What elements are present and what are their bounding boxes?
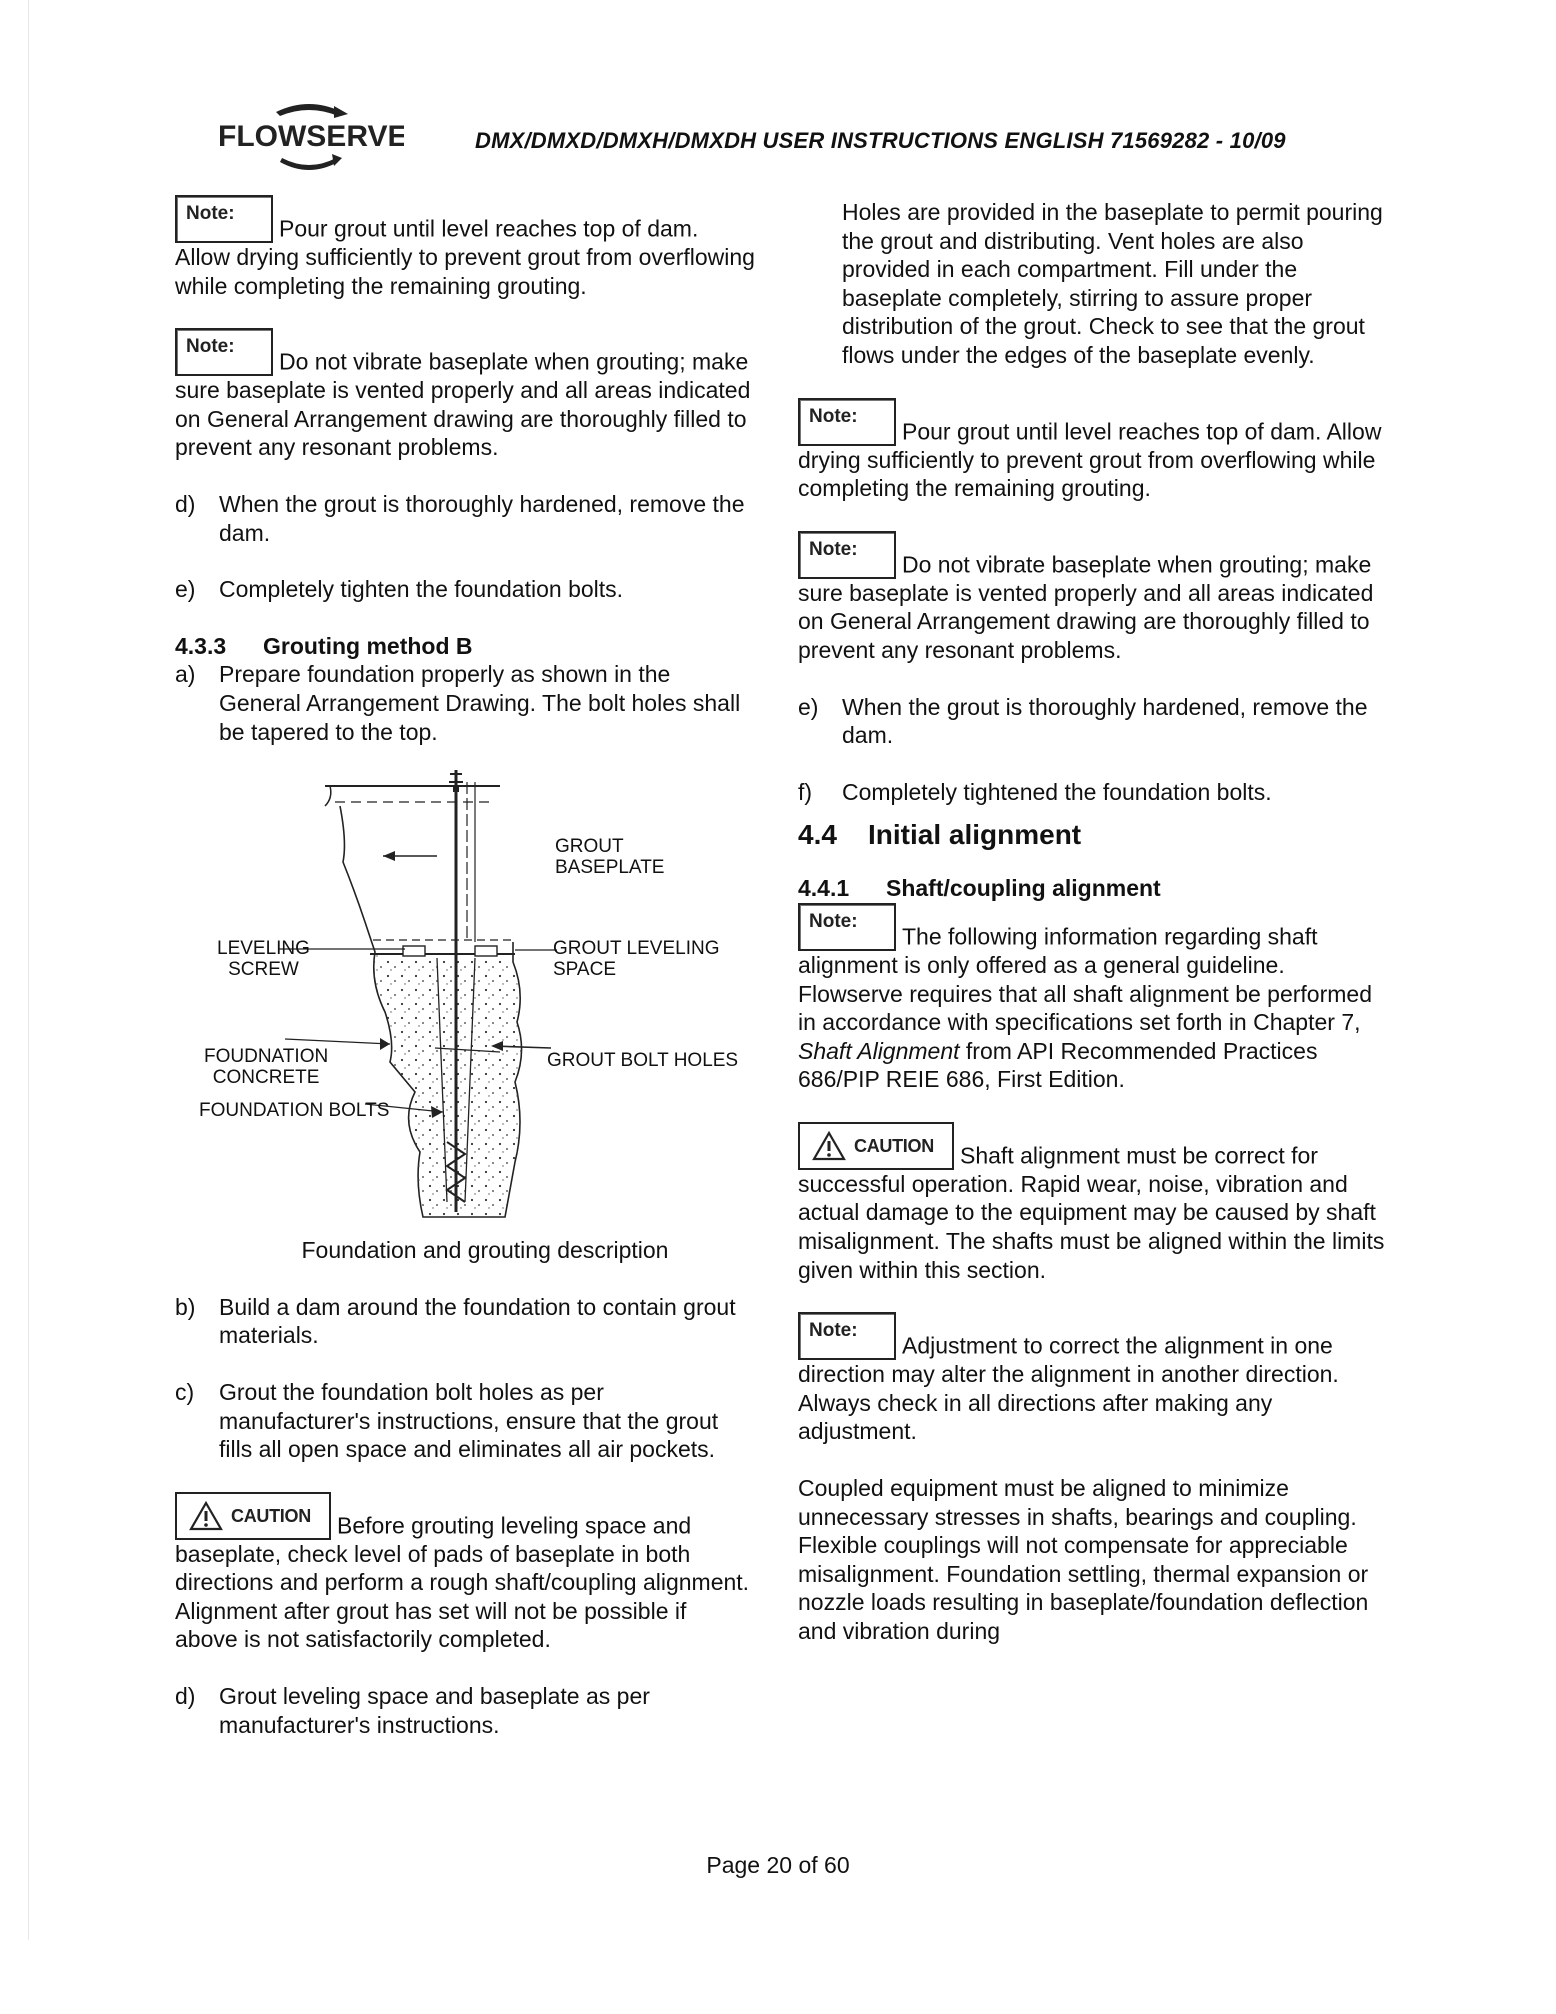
label-grout-bolt-holes: GROUT BOLT HOLES	[547, 1050, 739, 1072]
list-marker: d)	[175, 490, 196, 517]
label-grout-leveling-space: GROUT LEVELING SPACE	[553, 938, 720, 981]
flowserve-logo	[214, 98, 404, 188]
note-text: from API Recommended Practices 686/PIP REIE 686, First Edition.	[798, 1037, 1318, 1093]
foundation-grouting-figure	[175, 762, 755, 1232]
section-number: 4.4.1	[798, 875, 850, 902]
list-item-text: Prepare foundation properly as shown in the General Arrangement Drawing. The bolt holes shall be tapered to the top.	[219, 661, 741, 745]
list-marker: b)	[175, 1293, 196, 1320]
note-icon: Note:	[175, 195, 273, 243]
note-text: Do not vibrate baseplate when grouting; make sure baseplate is vented properly and all areas indicated on General Arrangement drawing are thoroughly filled to prevent any resonant problems.	[175, 348, 751, 461]
section-title: Initial alignment	[868, 819, 1082, 851]
note-icon: Note:	[798, 531, 896, 579]
note-text: Pour grout until level reaches top of dam. Allow drying sufficiently to prevent grout from overflowing while completing the remaining grouting.	[798, 417, 1382, 502]
list-item-text: Build a dam around the foundation to contain grout materials.	[219, 1293, 736, 1349]
section-heading-4-4-1	[798, 874, 1388, 903]
list-item-text: Grout the foundation bolt holes as per manufacturer's instructions, ensure that the grout fills all open space and eliminates all air pockets.	[219, 1378, 719, 1463]
list-item-text: When the grout is thoroughly hardened, remove the dam.	[842, 693, 1368, 749]
scan-edge	[28, 0, 29, 1940]
caution-paragraph	[175, 1492, 755, 1654]
note-text-italic: Shaft Alignment	[798, 1037, 960, 1064]
note-paragraph	[798, 398, 1388, 503]
list-item	[175, 575, 755, 604]
section-number: 4.4	[798, 819, 837, 851]
body-paragraph: Holes are provided in the baseplate to permit pouring the grout and distributing. Vent holes are also provided in each compartment. Fill under the baseplate completely, stirring to assure proper distribution of the grout. Check to see that the grout flows under the edges of the baseplate evenly.	[842, 199, 1383, 368]
list-item	[798, 693, 1388, 750]
list-marker: d)	[175, 1683, 196, 1710]
logo-wordmark: FLOWSERVE	[218, 120, 404, 153]
list-item	[175, 1293, 755, 1350]
list-item	[798, 778, 1388, 807]
note-text: Adjustment to correct the alignment in one direction may alter the alignment in another direction. Always check in all directions after making any adjustment.	[798, 1332, 1339, 1445]
list-marker: e)	[798, 693, 819, 720]
label-foundation-bolts: FOUNDATION BOLTS	[199, 1100, 390, 1122]
caution-paragraph	[798, 1122, 1388, 1284]
section-heading-4-4	[798, 818, 1388, 852]
list-item	[175, 1682, 755, 1739]
list-item	[175, 660, 755, 746]
note-paragraph	[798, 1312, 1388, 1446]
note-paragraph	[798, 903, 1388, 1094]
document-header-title: DMX/DMXD/DMXH/DMXDH USER INSTRUCTIONS ENGLISH 71569282 - 10/09	[475, 128, 1286, 153]
list-item	[175, 490, 755, 547]
note-icon: Note:	[175, 328, 273, 376]
list-item-text: Completely tighten the foundation bolts.	[219, 576, 624, 603]
caution-text: Shaft alignment must be correct for successful operation. Rapid wear, noise, vibration and actual damage to the equipment may be caused by shaft misalignment. The shafts must be aligned within the limits given within this section.	[798, 1142, 1385, 1283]
list-marker: c)	[175, 1378, 195, 1405]
section-title: Shaft/coupling alignment	[886, 875, 1161, 902]
note-paragraph	[798, 531, 1388, 665]
list-marker: f)	[798, 778, 813, 805]
note-icon: Note:	[798, 903, 896, 951]
section-number: 4.3.3	[175, 632, 227, 659]
note-icon: Note:	[798, 398, 896, 446]
warning-triangle-icon	[189, 1501, 223, 1531]
body-paragraph: Coupled equipment must be aligned to minimize unnecessary stresses in shafts, bearings and coupling. Flexible couplings will not compensate for appreciable misalignment. Foundation settling, thermal expansion or nozzle loads resulting in baseplate/foundation deflection and vibration during	[798, 1475, 1369, 1644]
label-leveling-screw: LEVELING SCREW	[217, 938, 310, 981]
label-foundation-concrete: FOUDNATION CONCRETE	[204, 1046, 329, 1089]
list-item-text: Grout leveling space and baseplate as per manufacturer's instructions.	[219, 1683, 650, 1738]
label-grout-baseplate: GROUT BASEPLATE	[555, 836, 665, 879]
flowserve-logo-icon	[214, 98, 404, 188]
section-heading-4-3-3	[175, 632, 755, 661]
page-number: Page 20 of 60	[706, 1852, 850, 1878]
foundation-diagram	[175, 762, 755, 1232]
left-column	[175, 195, 755, 1767]
list-item	[175, 1378, 755, 1464]
list-item-text: When the grout is thoroughly hardened, remove the dam.	[219, 490, 745, 546]
caution-text: Before grouting leveling space and baseplate, check level of pads of baseplate in both directions and perform a rough shaft/coupling alignment. Alignment after grout has set will not be possible if above is not satisfactorily completed.	[175, 1512, 750, 1653]
note-text: The following information regarding shaft alignment is only offered as a general guideline. Flowserve requires that all shaft alignment be performed in accordance with specifications set forth in Chapter 7,	[798, 923, 1373, 1036]
list-marker: a)	[175, 661, 196, 688]
note-icon: Note:	[798, 1312, 896, 1360]
list-item-text: Completely tightened the foundation bolts.	[842, 778, 1272, 805]
section-title: Grouting method B	[263, 632, 473, 659]
right-column	[798, 198, 1388, 1674]
note-text: Pour grout until level reaches top of dam. Allow drying sufficiently to prevent grout from overflowing while completing the remaining grouting.	[175, 215, 755, 299]
list-marker: e)	[175, 576, 196, 603]
caution-icon: CAUTION	[175, 1492, 331, 1540]
caution-icon: CAUTION	[798, 1122, 954, 1170]
note-text: Do not vibrate baseplate when grouting; make sure baseplate is vented properly and all areas indicated on General Arrangement drawing are thoroughly filled to prevent any resonant problems.	[798, 551, 1374, 663]
note-paragraph	[175, 195, 755, 300]
figure-caption: Foundation and grouting description	[301, 1237, 669, 1264]
warning-triangle-icon	[812, 1131, 846, 1161]
note-paragraph	[175, 328, 755, 462]
